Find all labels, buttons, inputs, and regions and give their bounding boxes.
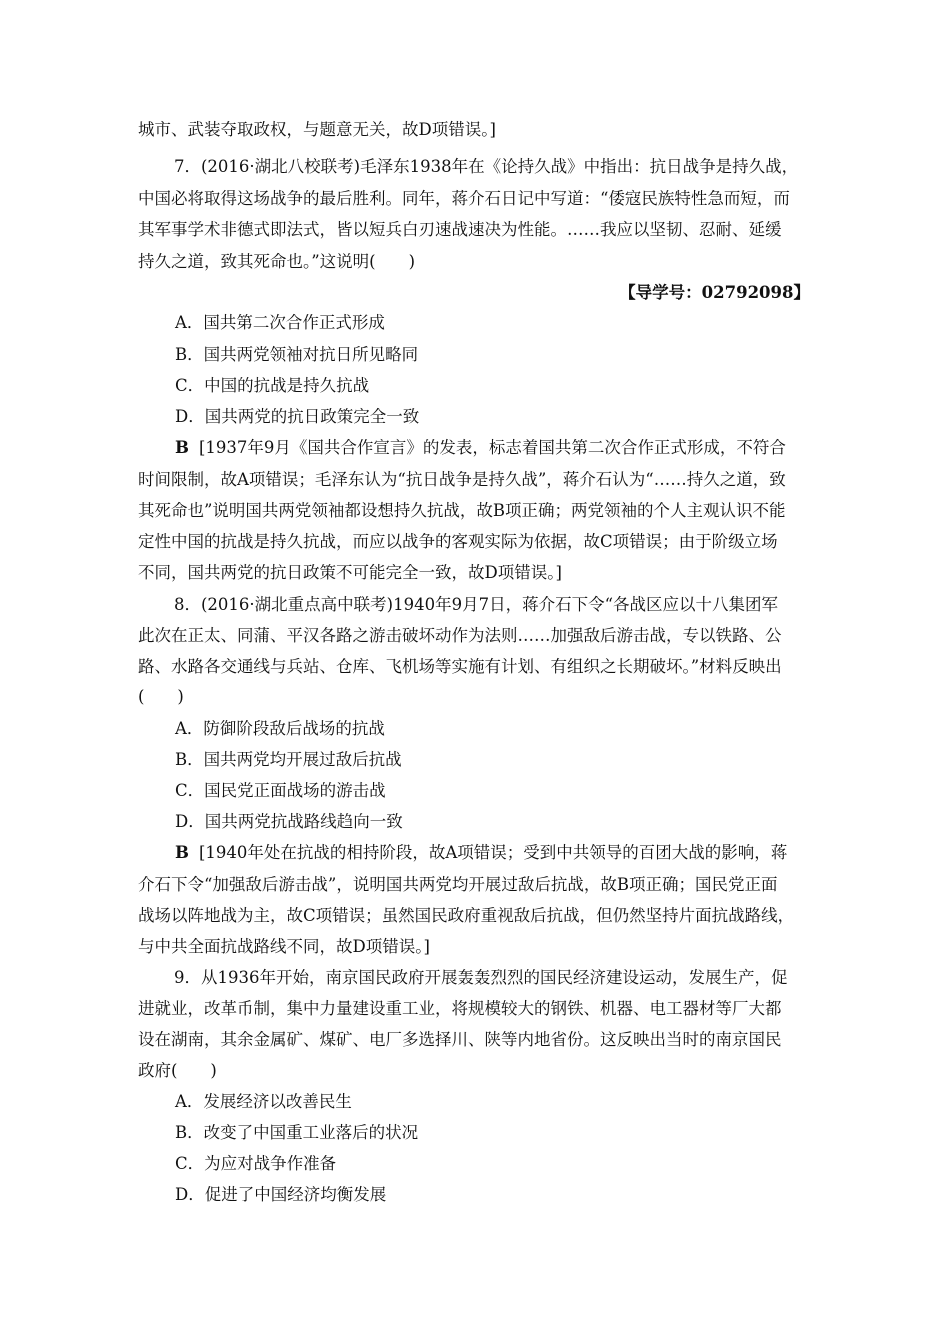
q7-answer-line-5: 不同，国共两党的抗日政策不可能完全一致，故D项错误。] (138, 563, 562, 582)
q9-stem-line-1: 9．从1936年开始，南京国民政府开展轰轰烈烈的国民经济建设运动，发展生产，促 (174, 968, 788, 987)
q8-option-c: C．国民党正面战场的游击战 (175, 781, 386, 800)
q8-option-a: A．防御阶段敌后战场的抗战 (175, 719, 385, 738)
q8-answer-line-4: 与中共全面抗战路线不同，故D项错误。] (138, 937, 430, 956)
q9-option-d: D．促进了中国经济均衡发展 (175, 1185, 387, 1204)
q8-stem-line-3: 路、水路各交通线与兵站、仓库、飞机场等实施有计划、有组织之长期破坏。”材料反映出 (138, 657, 782, 676)
q9-stem-line-4: 政府( ) (138, 1061, 217, 1080)
q8-option-b: B．国共两党均开展过敌后抗战 (175, 750, 402, 769)
q7-option-a: A．国共第二次合作正式形成 (175, 313, 385, 332)
q8-answer-text: [1940年处在抗战的相持阶段，故A项错误；受到中共领导的百团大战的影响，蒋 (198, 843, 788, 862)
q9-option-c: C．为应对战争作准备 (175, 1154, 337, 1173)
q7-answer-letter: B (175, 438, 189, 457)
q7-answer-line-4: 定性中国的抗战是持久抗战，而应以战争的客观实际为依据，故C项错误；由于阶级立场 (138, 532, 778, 551)
q7-answer-line-2: 时间限制，故A项错误；毛泽东认为“抗日战争是持久战”，蒋介石认为“……持久之道，致 (138, 470, 786, 489)
q8-answer-line-2: 介石下令“加强敌后游击战”，说明国共两党均开展过敌后抗战，故B项正确；国民党正面 (138, 875, 778, 894)
q8-stem-line-1: 8．(2016·湖北重点高中联考)1940年9月7日，蒋介石下令“各战区应以十八集团军 (174, 595, 779, 614)
q9-option-a: A．发展经济以改善民生 (175, 1092, 352, 1111)
q7-answer-line-3: 其死命也”说明国共两党领袖都设想持久抗战，故B项正确；两党领袖的个人主观认识不能 (138, 501, 786, 520)
q7-answer-line-1 (175, 438, 786, 458)
q7-option-b: B．国共两党领袖对抗日所见略同 (175, 345, 419, 364)
q8-option-d: D．国共两党抗战路线趋向一致 (175, 812, 403, 831)
q8-stem-line-4: ( ) (138, 687, 184, 706)
q9-option-b: B．改变了中国重工业落后的状况 (175, 1123, 419, 1142)
q7-stem-line-3: 其军事学术非德式即法式，皆以短兵白刃速战速决为性能。……我应以坚韧、忍耐、延缓 (138, 220, 782, 239)
q8-stem-line-2: 此次在正太、同蒲、平汉各路之游击破坏动作为法则……加强敌后游击战，专以铁路、公 (138, 626, 782, 645)
q8-answer-line-1 (175, 843, 787, 863)
q7-stem-line-4: 持久之道，致其死命也。”这说明( ) (138, 252, 416, 271)
q9-stem-line-2: 进就业，改革币制，集中力量建设重工业，将规模较大的钢铁、机器、电工器材等厂大都 (138, 999, 782, 1018)
q8-answer-letter: B (175, 843, 189, 862)
q7-option-d: D．国共两党的抗日政策完全一致 (175, 407, 420, 426)
q7-guide-number: 【导学号：02792098】 (619, 283, 810, 302)
q8-answer-line-3: 战场以阵地战为主，故C项错误；虽然国民政府重视敌后抗战，但仍然坚持片面抗战路线， (138, 906, 795, 925)
q7-stem-line-2: 中国必将取得这场战争的最后胜利。同年，蒋介石日记中写道：“倭寇民族特性急而短，而 (138, 189, 790, 208)
intro-text-line: 城市、武装夺取政权，与题意无关，故D项错误。] (138, 120, 496, 139)
q7-option-c: C．中国的抗战是持久抗战 (175, 376, 370, 395)
q7-stem-line-1: 7．(2016·湖北八校联考)毛泽东1938年在《论持久战》中指出：抗日战争是持久战， (174, 157, 799, 176)
q7-answer-text: [1937年9月《国共合作宣言》的发表，标志着国共第二次合作正式形成，不符合 (198, 438, 786, 457)
q9-stem-line-3: 设在湖南，其余金属矿、煤矿、电厂多选择川、陕等内地省份。这反映出当时的南京国民 (138, 1030, 782, 1049)
